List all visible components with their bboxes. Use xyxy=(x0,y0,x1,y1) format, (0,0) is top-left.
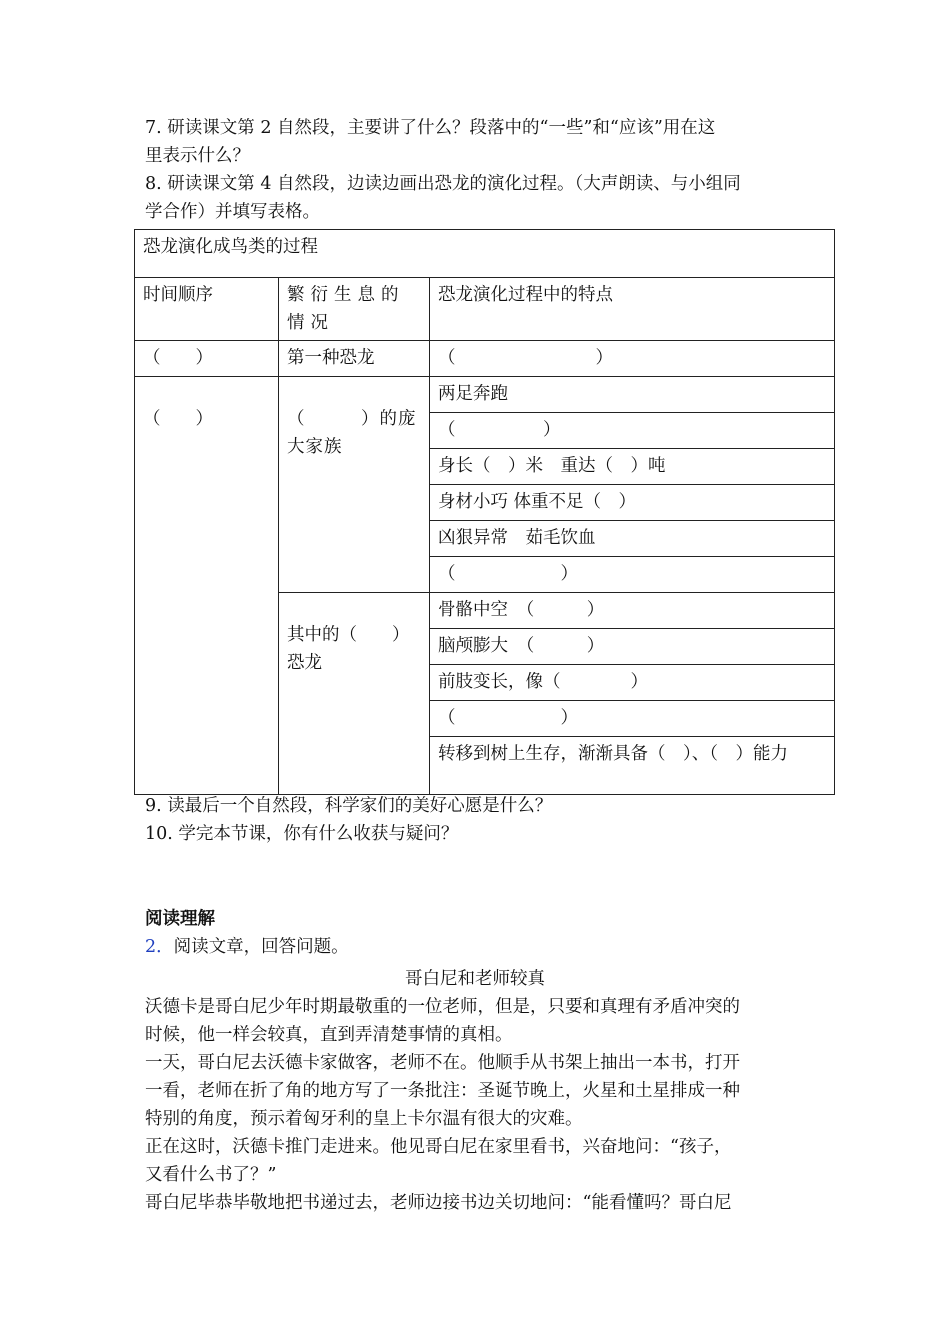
group1-feature-2[interactable]: 身长（ ）米 重达（ ）吨 xyxy=(430,449,835,485)
header-time-order: 时间顺序 xyxy=(135,278,279,341)
row1-situation: 第一种恐龙 xyxy=(279,341,430,377)
group1-feature-4: 凶狠异常 茹毛饮血 xyxy=(430,521,835,557)
group1-feature-5[interactable]: （ ） xyxy=(430,557,835,593)
question-2 xyxy=(145,933,349,961)
group2-situation-text: 其中的（ ）恐龙 xyxy=(287,625,410,673)
group1-situation-text: （ ）的庞大家族 xyxy=(287,409,417,457)
group1-situation[interactable] xyxy=(279,377,430,593)
header-situation: 繁衍生息的情况 xyxy=(279,278,430,341)
article-line: 正在这时，沃德卡推门走进来。他见哥白尼在家里看书，兴奋地问：“孩子， xyxy=(145,1137,732,1157)
article-line: 哥白尼毕恭毕敬地把书递过去，老师边接书边关切地问：“能看懂吗？哥白尼 xyxy=(145,1193,732,1213)
question-2-number: 2． xyxy=(145,937,174,957)
group1-feature-1[interactable]: （ ） xyxy=(430,413,835,449)
article-line: 一看，老师在折了角的地方写了一条批注：圣诞节晚上，火星和土星排成一种 xyxy=(145,1081,740,1101)
question-8-line-1: 8. 研读课文第 4 自然段，边读边画出恐龙的演化过程。（大声朗读、与小组同 xyxy=(145,174,741,194)
row1-feature-blank[interactable]: （ ） xyxy=(430,341,835,377)
question-10: 10. 学完本节课，你有什么收获与疑问？ xyxy=(145,824,459,844)
row1-time-blank[interactable]: （ ） xyxy=(135,341,279,377)
group2-situation[interactable] xyxy=(279,593,430,795)
question-8-line-2: 学合作）并填写表格。 xyxy=(145,202,320,222)
group2-feature-3[interactable]: （ ） xyxy=(430,701,835,737)
group1-feature-0: 两足奔跑 xyxy=(430,377,835,413)
table-title: 恐龙演化成鸟类的过程 xyxy=(135,230,835,278)
article-line: 沃德卡是哥白尼少年时期最敬重的一位老师，但是，只要和真理有矛盾冲突的 xyxy=(145,997,740,1017)
group1-time-text: （ ） xyxy=(143,409,213,429)
header-features: 恐龙演化过程中的特点 xyxy=(430,278,835,341)
article-line: 又看什么书了？” xyxy=(145,1165,277,1185)
article-line: 一天，哥白尼去沃德卡家做客，老师不在。他顺手从书架上抽出一本书，打开 xyxy=(145,1053,740,1073)
group2-feature-1[interactable]: 脑颅膨大 （ ） xyxy=(430,629,835,665)
question-2-text: 阅读文章，回答问题。 xyxy=(173,937,349,957)
group1-time-blank[interactable] xyxy=(135,377,279,795)
group1-feature-3[interactable]: 身材小巧 体重不足（ ） xyxy=(430,485,835,521)
dinosaur-evolution-table xyxy=(134,229,835,795)
group2-feature-4[interactable]: 转移到树上生存，渐渐具备（ ）、（ ）能力 xyxy=(430,737,835,795)
question-7-line-2: 里表示什么？ xyxy=(145,146,250,166)
question-9: 9. 读最后一个自然段，科学家们的美好心愿是什么？ xyxy=(145,796,553,816)
group2-feature-0[interactable]: 骨骼中空 （ ） xyxy=(430,593,835,629)
article-line: 时候，他一样会较真，直到弄清楚事情的真相。 xyxy=(145,1025,513,1045)
article-line: 特别的角度，预示着匈牙利的皇上卡尔温有很大的灾难。 xyxy=(145,1109,583,1129)
section-title: 阅读理解 xyxy=(145,909,215,929)
article-title: 哥白尼和老师较真 xyxy=(405,969,545,989)
question-7-line-1: 7. 研读课文第 2 自然段，主要讲了什么？段落中的“一些”和“应该”用在这 xyxy=(145,118,716,138)
group2-feature-2[interactable]: 前肢变长，像（ ） xyxy=(430,665,835,701)
